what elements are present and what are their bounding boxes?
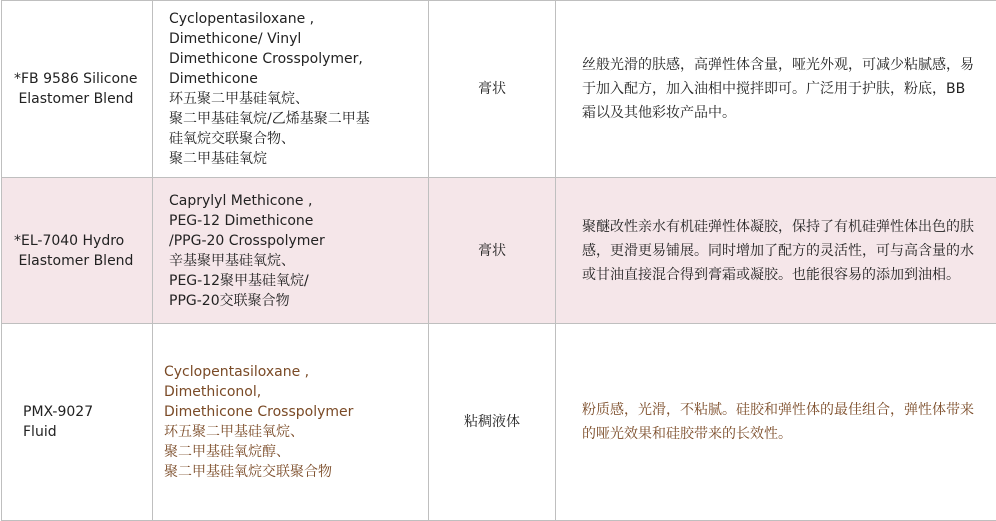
product-name-line: *FB 9586 Silicone [14, 71, 138, 87]
description-cell: 聚醚改性亲水有机硅弹性体凝胶，保持了有机硅弹性体出色的肤感，更滑更易铺展。同时增加了配方的灵活性，可与高含量的水或甘油直接混合得到膏霜或凝胶。也能很容易的添加到油相。 [556, 178, 996, 324]
inci-line: 聚二甲基硅氧烷/乙烯基聚二甲基 [169, 111, 370, 127]
product-name-cell [2, 1, 153, 178]
form-cell: 膏状 [429, 178, 556, 324]
inci-line: Cyclopentasiloxane , [169, 11, 315, 27]
inci-line: 辛基聚甲基硅氧烷、 [169, 252, 295, 269]
inci-line: 硅氧烷交联聚合物、 [169, 131, 295, 147]
inci-line: 聚二甲基硅氧烷交联聚合物 [164, 464, 332, 480]
inci-line: PEG-12 Dimethicone [169, 212, 314, 229]
inci-line: Dimethicone Crosspolymer, [169, 51, 363, 67]
inci-line: 环五聚二甲基硅氧烷、 [164, 424, 304, 440]
table-row [2, 1, 996, 178]
table-row [2, 324, 996, 521]
inci-line: Dimethiconol, [164, 384, 262, 400]
product-name-line: Elastomer Blend [14, 91, 134, 107]
product-name-cell [2, 324, 153, 521]
inci-cell [153, 178, 429, 324]
inci-line: Cyclopentasiloxane , [164, 364, 310, 380]
product-name-line: PMX-9027 [23, 404, 94, 420]
description-cell: 粉质感，光滑，不粘腻。硅胶和弹性体的最佳组合，弹性体带来的哑光效果和硅胶带来的长效性。 [556, 324, 996, 521]
product-name-line: Fluid [23, 424, 57, 440]
inci-line: PPG-20交联聚合物 [169, 292, 290, 309]
product-name-cell [2, 178, 153, 324]
table-row [2, 178, 996, 324]
inci-line: 聚二甲基硅氧烷醇、 [164, 444, 290, 460]
inci-line: 聚二甲基硅氧烷 [169, 151, 267, 167]
inci-line: PEG-12聚甲基硅氧烷/ [169, 272, 309, 289]
form-cell: 膏状 [429, 1, 556, 178]
inci-line: Dimethicone [169, 71, 258, 87]
product-name-line: Elastomer Blend [14, 252, 134, 269]
inci-line: Dimethicone/ Vinyl [169, 31, 302, 47]
inci-cell [153, 1, 429, 178]
inci-line: 环五聚二甲基硅氧烷、 [169, 91, 309, 107]
inci-line: /PPG-20 Crosspolymer [169, 232, 325, 249]
inci-cell [153, 324, 429, 521]
inci-line: Dimethicone Crosspolymer [164, 404, 354, 420]
inci-line: Caprylyl Methicone , [169, 192, 313, 209]
description-cell: 丝般光滑的肤感，高弹性体含量，哑光外观，可减少粘腻感，易于加入配方，加入油相中搅拌即可。广泛用于护肤，粉底，BB霜以及其他彩妆产品中。 [556, 1, 996, 178]
form-cell: 粘稠液体 [429, 324, 556, 521]
product-table [1, 0, 996, 521]
product-name-line: *EL-7040 Hydro [14, 232, 125, 249]
